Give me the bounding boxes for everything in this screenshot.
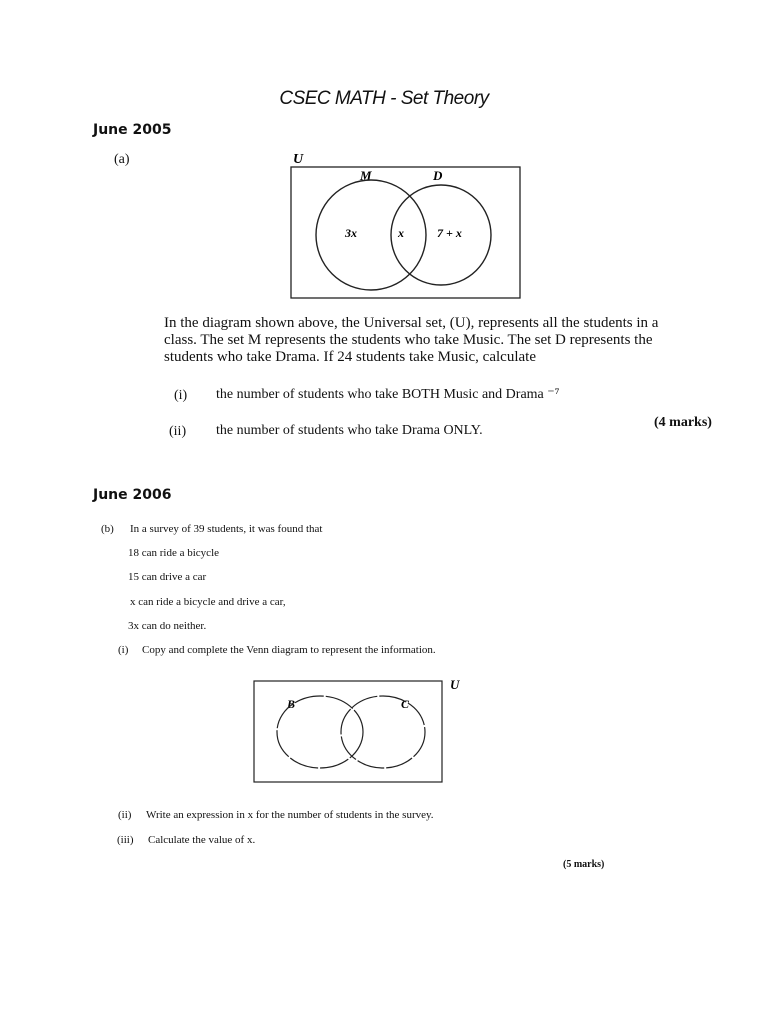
- item-text: Calculate the value of x.: [148, 834, 256, 846]
- set-m-label: M: [360, 168, 372, 183]
- region-m-only: 3x: [345, 226, 357, 240]
- item-number: (ii): [118, 809, 132, 821]
- region-d-only: 7 + x: [437, 226, 462, 240]
- set-b-circle: [277, 696, 363, 768]
- set-d-label: D: [433, 168, 443, 183]
- region-intersection: x: [398, 226, 404, 240]
- section-heading-2005: June 2005: [93, 122, 172, 138]
- venn-diagram-2005: [285, 148, 530, 308]
- item-text: the number of students who take Drama ONLY.: [216, 423, 483, 438]
- set-b-label: B: [287, 697, 296, 711]
- universal-label: U: [450, 677, 460, 692]
- page-title: CSEC MATH - Set Theory: [279, 88, 489, 109]
- item-number: (i): [118, 644, 129, 656]
- fact-line: x can ride a bicycle and drive a car,: [130, 596, 286, 608]
- item-number: (ii): [169, 424, 187, 439]
- item-text: the number of students who take BOTH Music and Drama ⁻⁷: [216, 387, 560, 402]
- item-number: (i): [174, 388, 188, 403]
- item-text: Copy and complete the Venn diagram to represent the information.: [142, 644, 436, 656]
- part-label-b: (b): [101, 523, 114, 535]
- item-text: Write an expression in x for the number of students in the survey.: [146, 809, 434, 821]
- universal-set-box: [254, 681, 442, 782]
- part-label-a: (a): [114, 152, 130, 167]
- marks-2006: (5 marks): [563, 859, 605, 870]
- paragraph-line-3: students who take Drama. If 24 students take Music, calculate: [164, 349, 536, 365]
- fact-line: 15 can drive a car: [128, 571, 207, 583]
- item-number: (iii): [117, 834, 134, 846]
- fact-line: 18 can ride a bicycle: [128, 547, 220, 559]
- venn-diagram-2006: [250, 672, 470, 787]
- set-c-circle: [341, 696, 425, 768]
- paragraph-line-1: In the diagram shown above, the Universal set, (U), represents all the students in a: [164, 315, 659, 331]
- fact-line: 3x can do neither.: [128, 620, 207, 632]
- universal-label: U: [293, 152, 304, 167]
- marks-2005: (4 marks): [654, 415, 712, 430]
- survey-intro: In a survey of 39 students, it was found that: [130, 523, 323, 535]
- paragraph-line-2: class. The set M represents the students who take Music. The set D represents the: [164, 332, 653, 348]
- set-c-label: C: [401, 697, 410, 711]
- section-heading-2006: June 2006: [93, 487, 172, 503]
